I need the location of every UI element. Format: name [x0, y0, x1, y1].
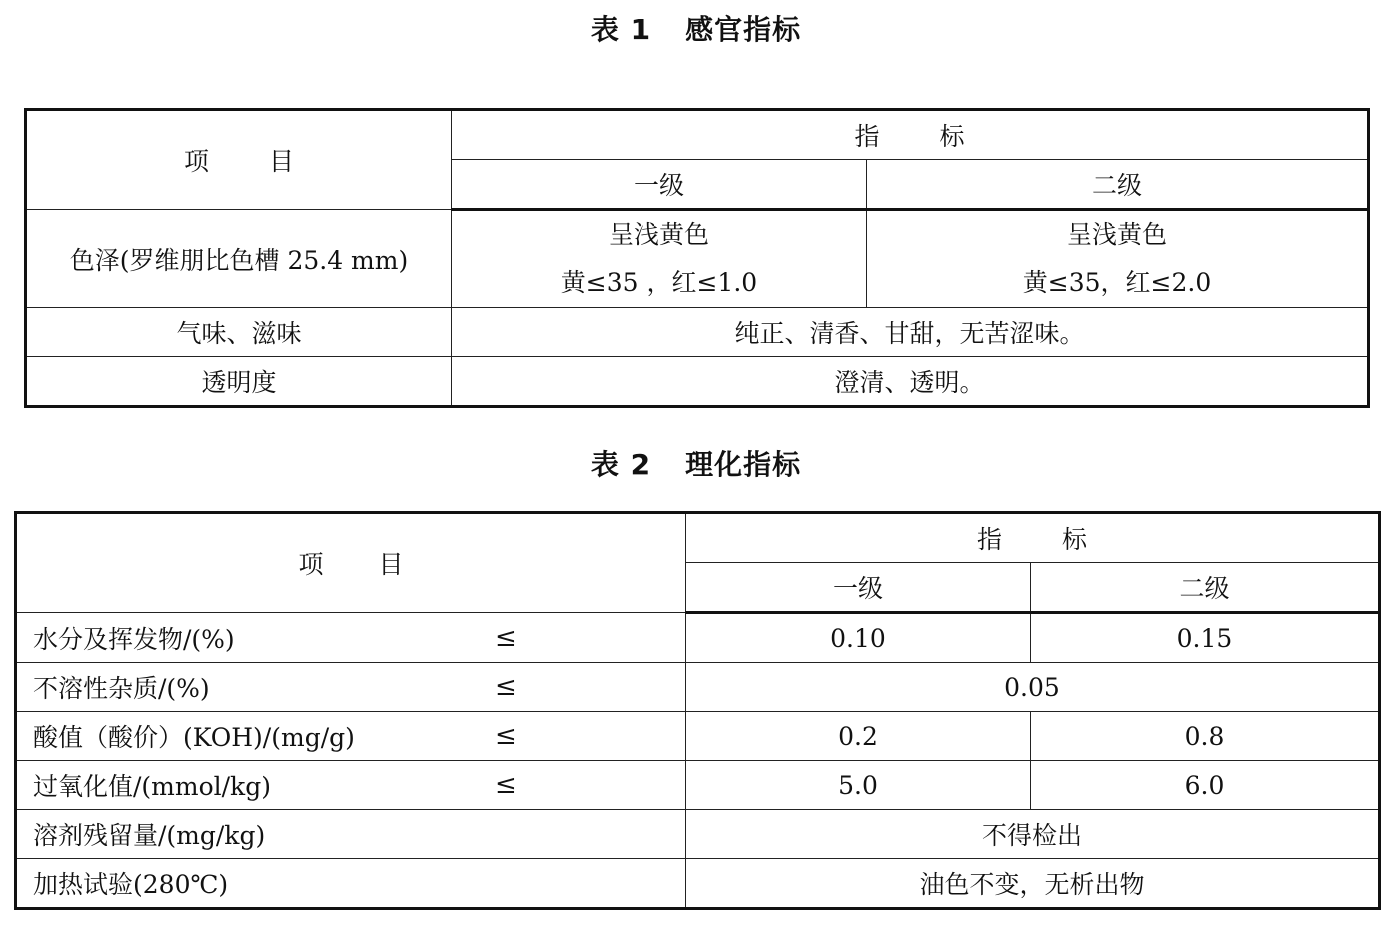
table2-row3-item: 酸值（酸价）(KOH)/(mg/g) ≤ [16, 712, 686, 761]
table1-row3-item: 透明度 [26, 357, 452, 407]
table2-header-grade2: 二级 [1031, 563, 1380, 613]
table2-header-grade1: 一级 [686, 563, 1031, 613]
table1-header-item: 项 目 [26, 110, 452, 210]
table-row [16, 810, 1380, 859]
table2-row3-grade2: 0.8 [1031, 712, 1380, 761]
table1-row1-item: 色泽(罗维朋比色槽 25.4 mm) [26, 210, 452, 308]
table2-row1-item: 水分及挥发物/(%) ≤ [16, 613, 686, 663]
table-row [26, 308, 1369, 357]
table1-row1-grade1: 呈浅黄色 黄≤35 ，红≤1.0 [452, 210, 867, 308]
table2-row5-value: 不得检出 [686, 810, 1380, 859]
table2-row6-value: 油色不变，无析出物 [686, 859, 1380, 909]
table2-row4-grade2: 6.0 [1031, 761, 1380, 810]
table2-header-item: 项 目 [16, 513, 686, 613]
table2-title [0, 443, 1392, 483]
table-row [16, 761, 1380, 810]
table1-header-grade1: 一级 [452, 160, 867, 210]
table2-title-text: 理化指标 [685, 448, 802, 481]
sensory-index-table [24, 108, 1370, 408]
table-row [16, 712, 1380, 761]
table1-title [0, 8, 1392, 48]
table-row [26, 357, 1369, 407]
table2-header-index: 指 标 [686, 513, 1380, 563]
table1-row2-value: 纯正、清香、甘甜，无苦涩味。 [452, 308, 1369, 357]
table-row [16, 859, 1380, 909]
table-row [16, 663, 1380, 712]
table2-row4-item: 过氧化值/(mmol/kg) ≤ [16, 761, 686, 810]
table1-title-number: 表 1 [590, 13, 652, 46]
physicochemical-index-table [14, 511, 1381, 910]
table-row [16, 613, 1380, 663]
table-row [26, 210, 1369, 308]
table1-row1-grade2: 呈浅黄色 黄≤35，红≤2.0 [867, 210, 1369, 308]
table2-row2-item: 不溶性杂质/(%) ≤ [16, 663, 686, 712]
table2-row2-value: 0.05 [686, 663, 1380, 712]
table1-header-index: 指 标 [452, 110, 1369, 160]
le-symbol: ≤ [495, 622, 517, 653]
le-symbol: ≤ [495, 721, 517, 751]
table2-row3-grade1: 0.2 [686, 712, 1031, 761]
table2-row1-grade2: 0.15 [1031, 613, 1380, 663]
table2-row5-item: 溶剂残留量/(mg/kg) [16, 810, 686, 859]
le-symbol: ≤ [495, 672, 517, 702]
table1-row2-item: 气味、滋味 [26, 308, 452, 357]
table1-title-text: 感官指标 [685, 13, 802, 46]
table2-row1-grade1: 0.10 [686, 613, 1031, 663]
table1-row3-value: 澄清、透明。 [452, 357, 1369, 407]
table2-title-number: 表 2 [590, 448, 652, 481]
table2-row4-grade1: 5.0 [686, 761, 1031, 810]
table1-header-grade2: 二级 [867, 160, 1369, 210]
table2-row6-item: 加热试验(280℃) [16, 859, 686, 909]
le-symbol: ≤ [495, 770, 517, 800]
